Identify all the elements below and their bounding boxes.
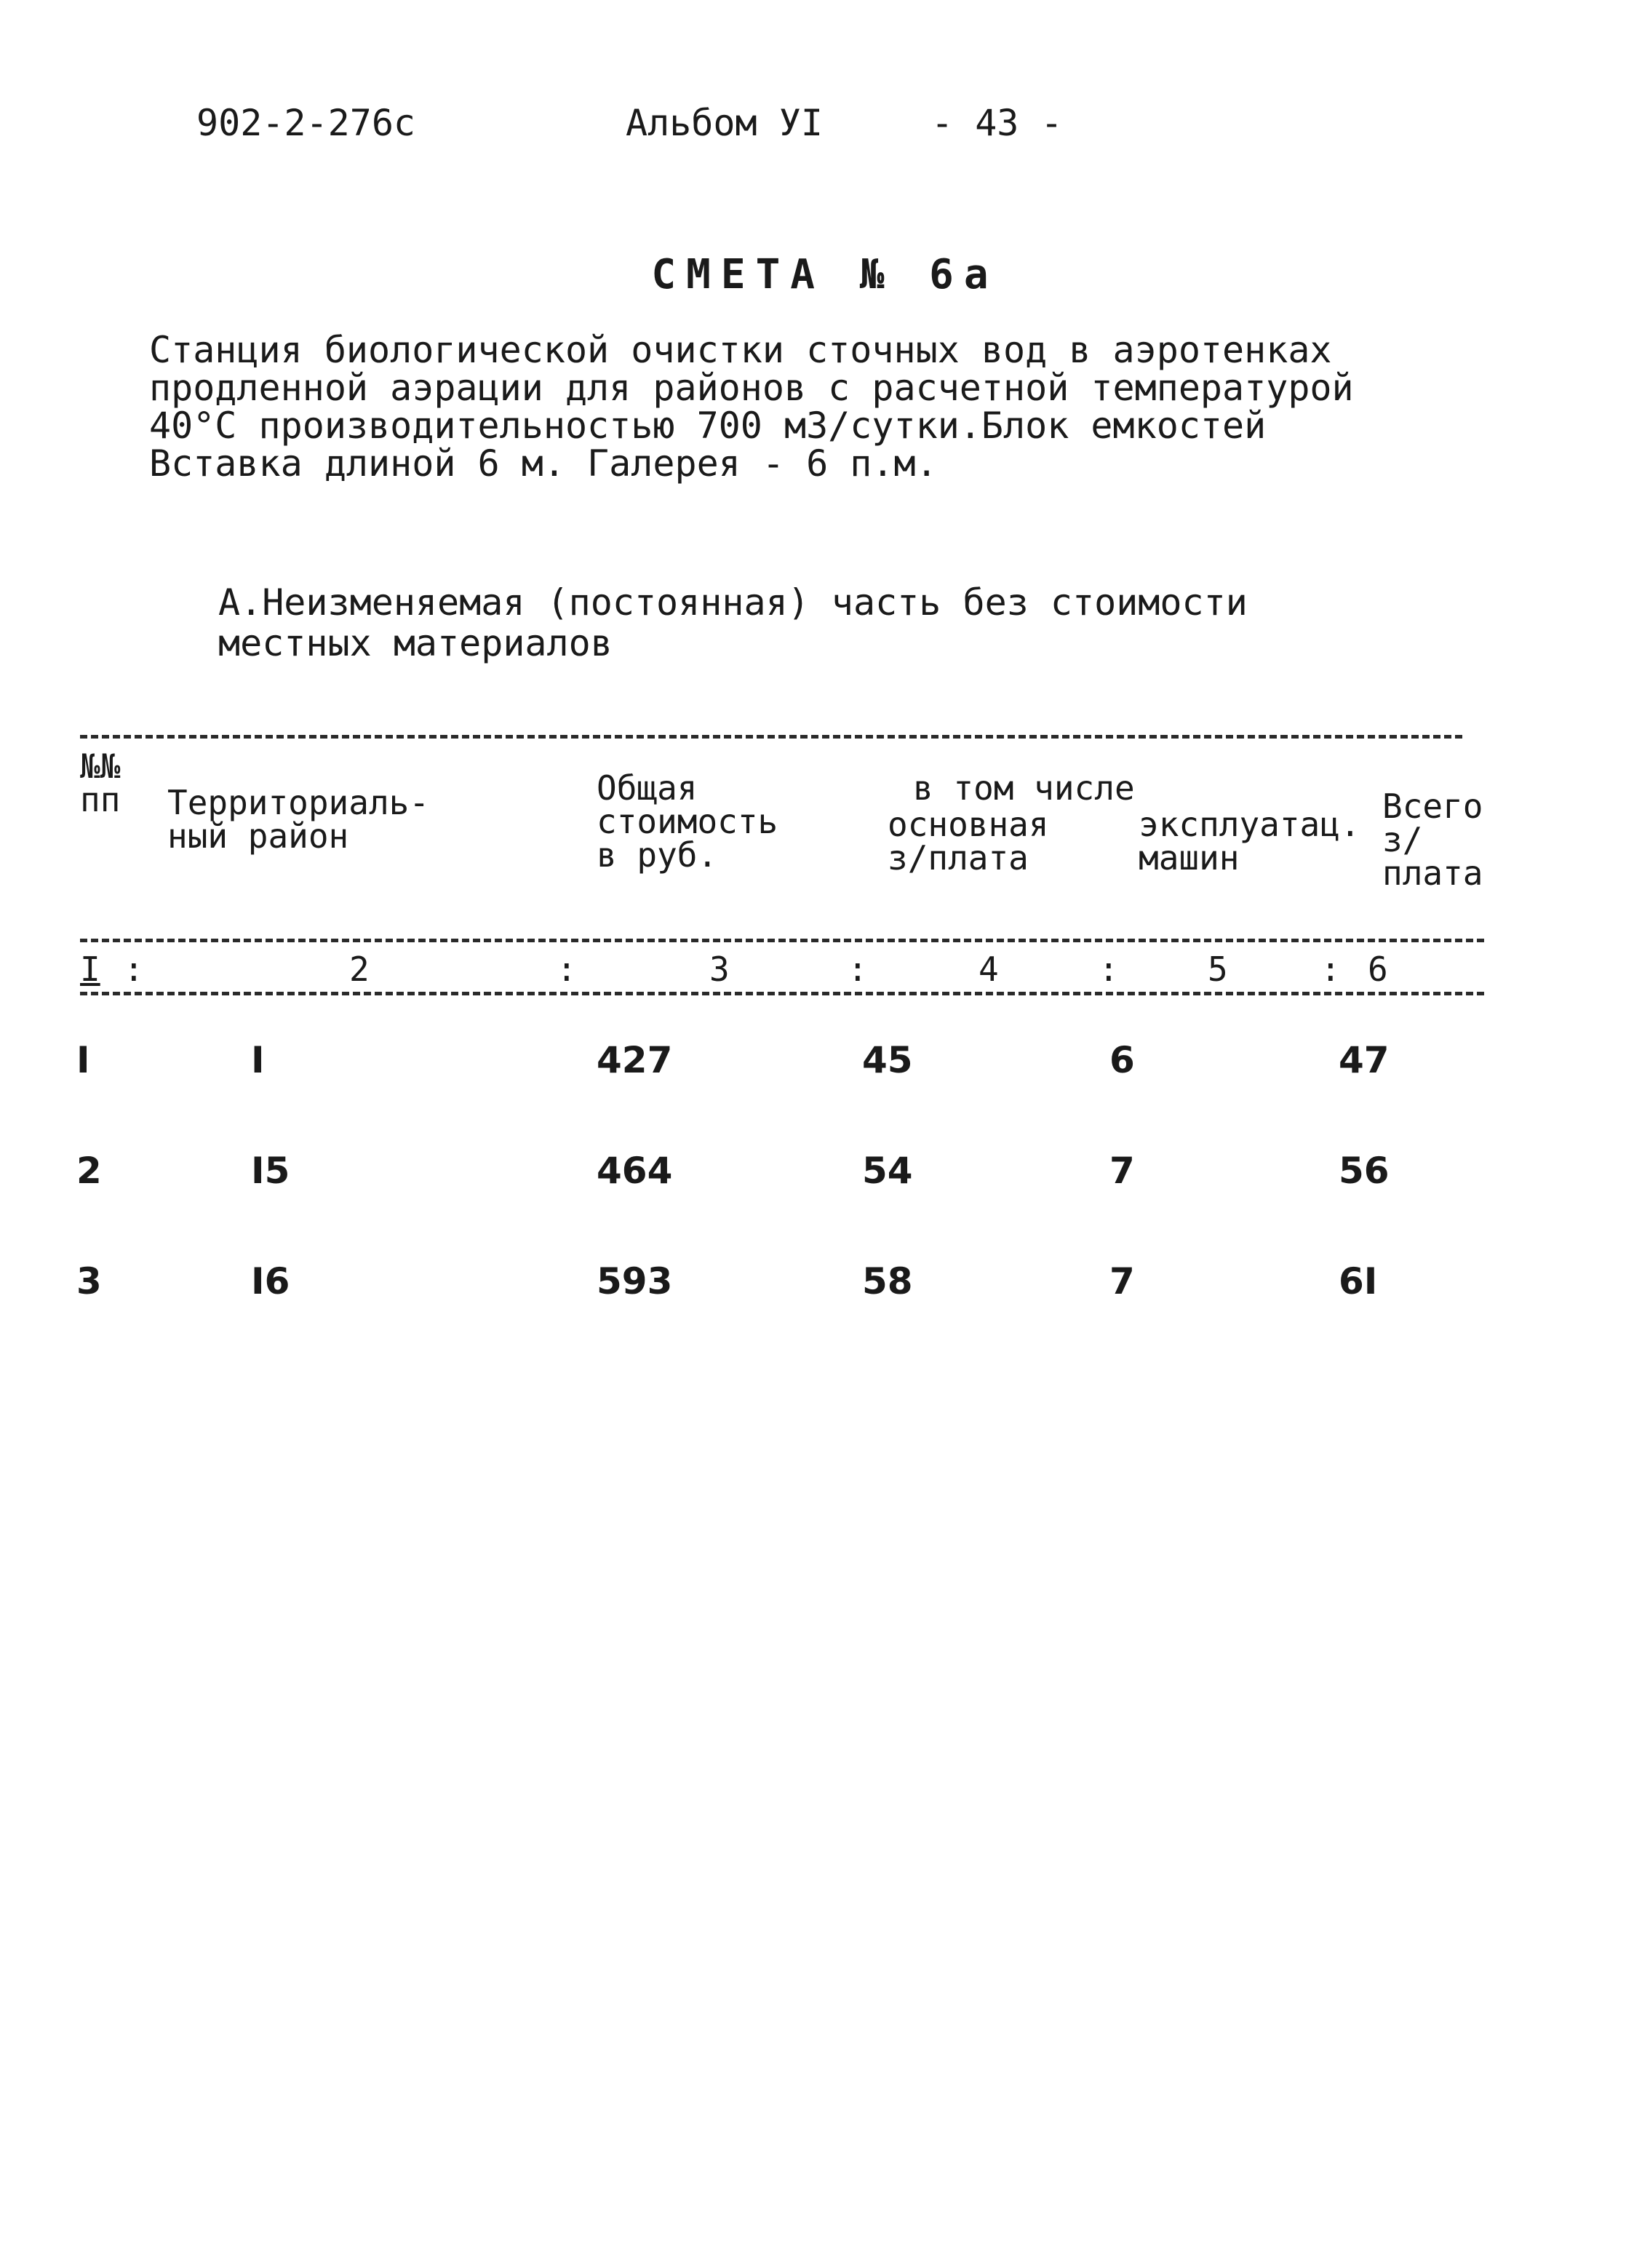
table-row-3-total: 593 [597, 1260, 673, 1302]
table-row-3-machines: 7 [1109, 1260, 1135, 1302]
col-number-6: 6 [1368, 950, 1388, 989]
col-separator: : [1099, 950, 1119, 989]
table-top-rule [80, 735, 1462, 739]
table-row-2-machines: 7 [1109, 1150, 1135, 1192]
table-row-2-num: 2 [76, 1150, 102, 1192]
table-row-1-total-wage: 47 [1339, 1039, 1390, 1081]
col-number-4: 4 [979, 950, 999, 989]
table-row-2-total: 464 [597, 1150, 673, 1192]
page-number: - 43 - [931, 102, 1063, 144]
table-row-3-district: I6 [251, 1260, 290, 1302]
table-row-2-wage: 54 [862, 1150, 913, 1192]
col-number-3: 3 [709, 950, 730, 989]
col-number-2: 2 [349, 950, 370, 989]
table-row-3-num: 3 [76, 1260, 102, 1302]
col-number-5: 5 [1208, 950, 1228, 989]
section-heading: А.Неизменяемая (постоянная) часть без стоимости местных материалов [218, 581, 1248, 664]
col-separator: : [557, 950, 577, 989]
col-separator: : [848, 950, 868, 989]
table-row-1-total: 427 [597, 1039, 673, 1081]
header-district: Территориаль- ный район [167, 783, 430, 856]
header-group: в том числе [913, 768, 1135, 808]
table-row-3-total-wage: 6I [1339, 1260, 1378, 1302]
column-number-rule [80, 992, 1484, 995]
col-number-1: I [80, 950, 100, 989]
table-row-1-wage: 45 [862, 1039, 913, 1081]
album-label: Альбом УI [626, 102, 823, 144]
header-base-wage: основная з/плата [888, 805, 1049, 878]
table-row-2-total-wage: 56 [1339, 1150, 1390, 1192]
table-header-rule [80, 939, 1484, 942]
table-row-1-machines: 6 [1109, 1039, 1135, 1081]
header-total-wage: Всего з/ плата [1382, 787, 1483, 893]
header-total-cost: Общая стоимость в руб. [597, 768, 778, 875]
document-code: 902-2-276с [196, 102, 416, 144]
col-separator: : [1320, 950, 1341, 989]
header-num: №№ пп [80, 747, 121, 819]
table-row-1-num: I [76, 1039, 90, 1081]
table-row-1-district: I [251, 1039, 265, 1081]
estimate-description: Станция биологической очистки сточных вод в аэротенках продленной аэрации для районов с расчетной температурой 40°С производительностью 700 м3/сутки.Блок емкостей Вставка длиной 6 м. Галерея - 6 п.м. [149, 329, 1354, 485]
col-separator: : [124, 950, 144, 989]
header-machines: эксплуатац. машин [1139, 805, 1360, 878]
estimate-title: СМЕТА № 6а [651, 251, 999, 298]
table-row-3-wage: 58 [862, 1260, 913, 1302]
table-row-2-district: I5 [251, 1150, 290, 1192]
